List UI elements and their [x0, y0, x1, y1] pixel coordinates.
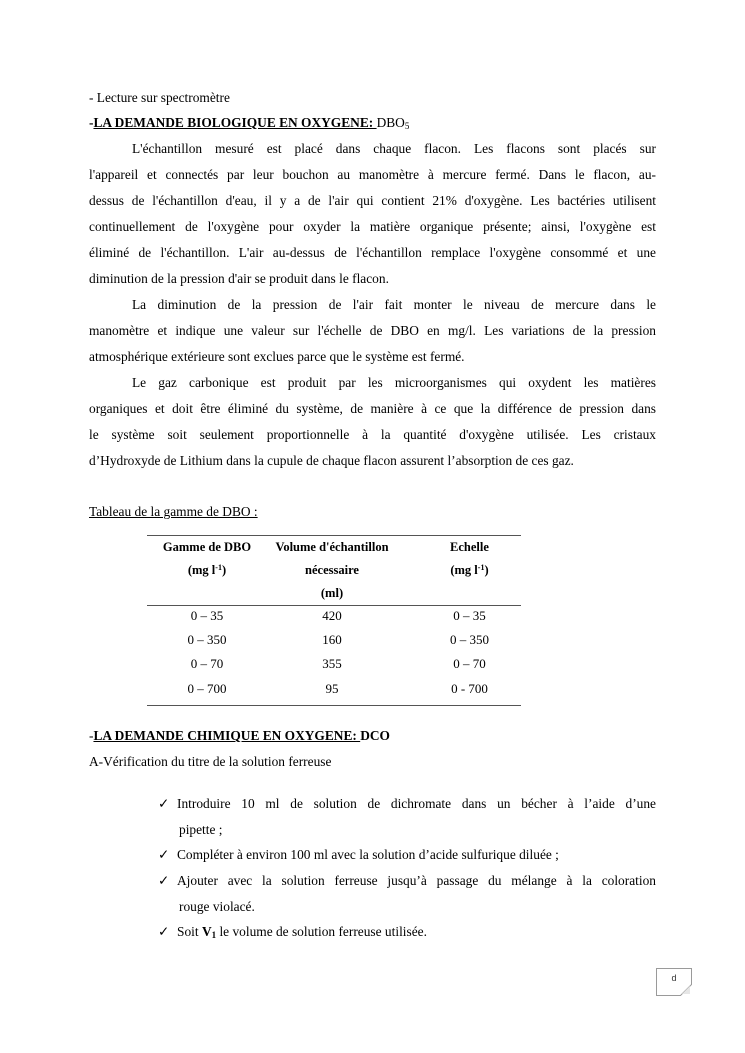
unit-exponent: -1 — [477, 563, 485, 572]
table-header-rule — [147, 605, 521, 606]
dbo-title-suffix: DBO — [376, 115, 405, 130]
checkmark-icon: ✓ — [158, 924, 170, 939]
checkmark-icon: ✓ — [158, 847, 170, 862]
table-cell: 420 — [322, 608, 342, 623]
dco-subtitle: A-Vérification du titre de la solution ferreuse — [89, 754, 332, 769]
table-header-volume: Volume d'échantillon — [275, 540, 389, 554]
unit-exponent: -1 — [215, 563, 222, 572]
unit-text: (mg l — [450, 563, 478, 577]
dbo-paragraph-3-line: organiques et doit être éliminé du système, de manière à ce que la différence de pression dans — [89, 401, 656, 416]
list-item-continuation: rouge violacé. — [179, 899, 255, 914]
dbo-title-prefix: - — [89, 115, 94, 130]
list-item-continuation: pipette ; — [179, 822, 223, 837]
list-item: Introduire 10 ml de solution de dichromate dans un bécher à l’aide d’une — [177, 796, 656, 811]
unit-close: ) — [484, 563, 489, 577]
table-top-rule — [147, 535, 521, 536]
checkmark-icon: ✓ — [158, 873, 170, 888]
table-cell: 0 – 70 — [190, 656, 224, 671]
variable-subscript: 1 — [211, 930, 217, 940]
dbo-paragraph-1-line: L'échantillon mesuré est placé dans chaque flacon. Les flacons sont placés sur — [132, 141, 656, 156]
dco-title-prefix: - — [89, 728, 94, 743]
dbo-paragraph-3-line: le système soit seulement proportionnelle à la quantité d'oxygène utilisée. Les cristaux — [89, 427, 656, 442]
dbo-paragraph-1-line: dessus de l'échantillon d'eau, il y a de l'air qui contient 21% d'oxygène. Les bactéries utilisent — [89, 193, 656, 208]
dbo-paragraph-3-line: Le gaz carbonique est produit par les microorganismes qui oxydent les matières — [132, 375, 656, 390]
table-cell: 0 – 35 — [190, 608, 224, 623]
table-cell: 95 — [325, 681, 339, 696]
table-cell: 0 – 350 — [187, 632, 227, 647]
dbo-paragraph-3-line: d’Hydroxyde de Lithium dans la cupule de chaque flacon assurent l’absorption de ces gaz. — [89, 453, 574, 468]
dbo-paragraph-2-line: manomètre et indique une valeur sur l'échelle de DBO en mg/l. Les variations de la pression — [89, 323, 656, 338]
dbo-paragraph-2-line: La diminution de la pression de l'air fait monter le niveau de mercure dans le — [132, 297, 656, 312]
table-header-scale: Echelle — [450, 540, 489, 554]
dbo-paragraph-1-line: diminution de la pression d'air se produit dans le flacon. — [89, 271, 389, 286]
table-cell: 160 — [322, 632, 342, 647]
list-item: Ajouter avec la solution ferreuse jusqu’à passage du mélange à la coloration — [177, 873, 656, 888]
table-header-volume-unit: (ml) — [320, 586, 344, 600]
page-number: d — [671, 973, 677, 983]
table-cell: 0 – 350 — [450, 632, 489, 647]
table-header-range: Gamme de DBO — [162, 540, 252, 554]
table-caption: Tableau de la gamme de DBO : — [89, 504, 258, 519]
item-text: Soit — [177, 924, 202, 939]
dbo-title-text: LA DEMANDE BIOLOGIQUE EN OXYGENE: — [93, 115, 377, 130]
dbo-paragraph-2-line: atmosphérique extérieure sont exclues parce que le système est fermé. — [89, 349, 465, 364]
variable-symbol: V — [201, 924, 212, 939]
dbo-paragraph-1-line: continuellement de l'oxygène pour oxyder la matière organique présente; ainsi, l'oxygène est — [89, 219, 656, 234]
table-bottom-rule — [147, 705, 521, 706]
dbo-range-table — [147, 535, 521, 706]
table-cell: 355 — [322, 656, 342, 671]
page-number-box — [656, 968, 692, 996]
table-cell: 0 - 700 — [451, 681, 488, 696]
list-item: Compléter à environ 100 ml avec la solution d’acide sulfurique diluée ; — [177, 847, 559, 862]
section-heading-lecture: - Lecture sur spectromètre — [89, 90, 230, 105]
list-item — [177, 923, 656, 941]
page-fold-icon — [680, 984, 692, 996]
unit-close: ) — [221, 563, 227, 577]
table-header-scale-unit — [412, 561, 527, 579]
dbo-paragraph-1-line: l'appareil et connectés par leur bouchon au manomètre à mercure fermé. Dans le flacon, au- — [89, 167, 656, 182]
dbo-paragraph-1-line: éliminé de l'échantillon. L'air au-dessus de l'échantillon remplace l'oxygène consommé et une — [89, 245, 656, 260]
unit-text: (mg l — [187, 563, 216, 577]
table-cell: 0 – 700 — [187, 681, 227, 696]
dbo-title-subscript: 5 — [404, 121, 410, 131]
dco-title-text: LA DEMANDE CHIMIQUE EN OXYGENE: — [93, 728, 361, 743]
dco-title-suffix: DCO — [360, 728, 390, 743]
table-cell: 0 – 70 — [453, 656, 486, 671]
table-header-range-unit — [147, 561, 267, 579]
checkmark-icon: ✓ — [158, 796, 170, 811]
table-header-volume-line2: nécessaire — [305, 563, 359, 577]
dco-section-title — [89, 727, 390, 745]
dbo-section-title — [89, 114, 409, 132]
table-cell: 0 – 35 — [453, 608, 486, 623]
item-text: le volume de solution ferreuse utilisée. — [216, 924, 427, 939]
